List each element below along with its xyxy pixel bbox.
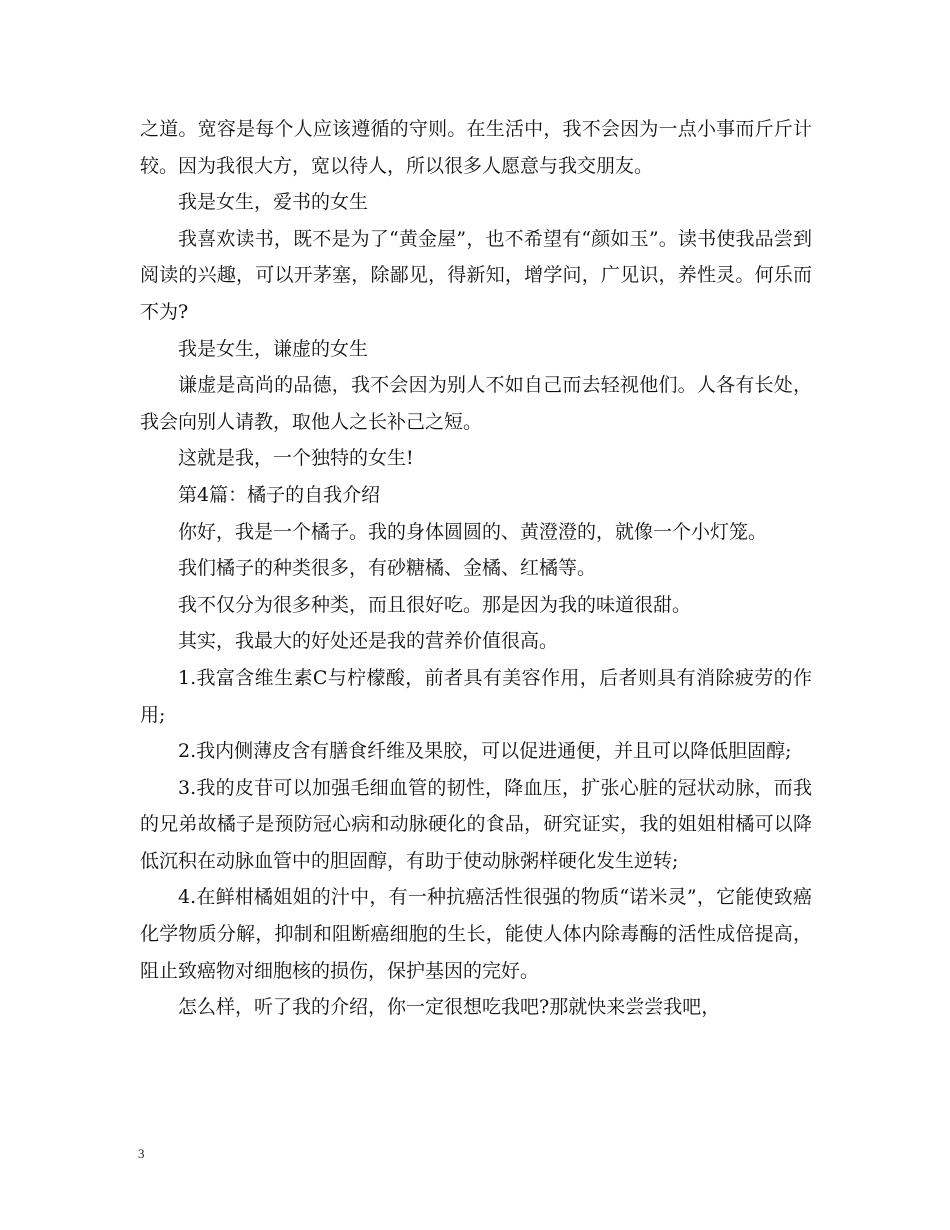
paragraph: 你好，我是一个橘子。我的身体圆圆的、黄澄澄的，就像一个小灯笼。 bbox=[178, 520, 768, 543]
list-item: 2.我内侧薄皮含有膳食纤维及果胶，可以促进通便，并且可以降低胆固醇; bbox=[178, 740, 792, 763]
page-number: 3 bbox=[138, 1146, 145, 1161]
paragraph: 谦虚是高尚的品德，我不会因为别人不如自己而去轻视他们。人各有长处，我会向别人请教，取他人之长补己之短。 bbox=[140, 374, 812, 433]
paragraph: 我们橘子的种类很多，有砂糖橘、金橘、红橘等。 bbox=[178, 557, 597, 580]
paragraph: 这就是我，一个独特的女生! bbox=[178, 447, 414, 470]
list-item: 3.我的皮苷可以加强毛细血管的韧性，降血压，扩张心脏的冠状动脉，而我的兄弟故橘子是预防冠心病和动脉硬化的食品，研究证实，我的姐姐柑橘可以降低沉积在动脉血管中的胆固醇，有助于使动脉粥样硬化发生逆转; bbox=[140, 776, 812, 872]
section-heading: 我是女生，谦虚的女生 bbox=[178, 337, 369, 360]
paragraph: 我喜欢读书，既不是为了“黄金屋”，也不希望有“颜如玉”。读书使我品尝到阅读的兴趣，可以开茅塞，除鄙见，得新知，增学问，广见识，养性灵。何乐而不为? bbox=[140, 227, 812, 323]
section-heading: 我是女生，爱书的女生 bbox=[178, 191, 369, 214]
article-title: 第4篇：橘子的自我介绍 bbox=[178, 483, 381, 506]
paragraph: 我不仅分为很多种类，而且很好吃。那是因为我的味道很甜。 bbox=[178, 593, 692, 616]
list-item: 1.我富含维生素C与柠檬酸，前者具有美容作用，后者则具有消除疲劳的作用; bbox=[140, 666, 812, 726]
document-body bbox=[140, 111, 812, 1026]
paragraph: 其实，我最大的好处还是我的营养价值很高。 bbox=[178, 630, 559, 653]
list-item: 4.在鲜柑橘姐姐的汁中，有一种抗癌活性很强的物质“诺米灵”，它能使致癌化学物质分解，抑制和阻断癌细胞的生长，能使人体内除毒酶的活性成倍提高，阻止致癌物对细胞核的损伤，保护基因的完好。 bbox=[140, 886, 812, 982]
paragraph-continuation: 之道。宽容是每个人应该遵循的守则。在生活中，我不会因为一点小事而斤斤计较。因为我很大方，宽以待人，所以很多人愿意与我交朋友。 bbox=[140, 118, 812, 177]
paragraph: 怎么样，听了我的介绍，你一定很想吃我吧?那就快来尝尝我吧， bbox=[178, 996, 721, 1019]
